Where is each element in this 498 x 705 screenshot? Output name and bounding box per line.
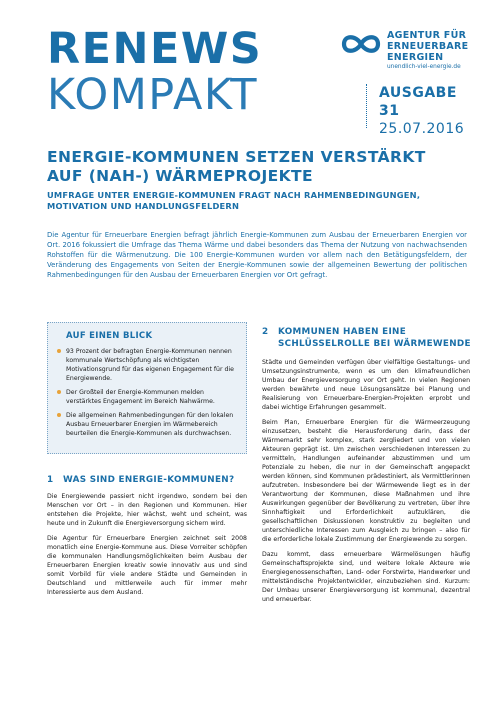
logo-line: ENERGIEN [387, 52, 444, 63]
paragraph: Die Agentur für Erneuerbare Energien zeichnet seit 2008 monatlich eine Energie-Kommune aus. Diese Vorreiter schöpfen die kommunalen Handlungsmöglichkeiten beim Ausbau der Erneuerbaren Energien kreativ sowie innovativ aus und sind somit Vorbild für viele andere Städte und Gemeinden in Deutschland und mittlerweile auch für immer mehr Interessierte aus dem Ausland. [47, 535, 247, 596]
section-2-heading [262, 326, 472, 350]
section-number: 1 [47, 475, 54, 485]
summary-item-text: Der Großteil der Energie-Kommunen melden verstärktes Engagement im Bereich Nahwärme. [66, 389, 215, 405]
summary-item-text: 93 Prozent der befragten Energie-Kommunen nennen kommunale Wertschöpfung als wichtigsten Motivationsgrund für das eigenen Engagement für die Energiewende. [66, 348, 234, 382]
logo-line: AGENTUR FÜR [387, 30, 467, 41]
logo-line: ERNEUERBARE [387, 41, 469, 52]
subheadline: UMFRAGE UNTER ENERGIE-KOMMUNEN FRAGT NACH RAHMENBEDINGUNGEN, MOTIVATION UND HANDLUNGSFELDERN [47, 190, 421, 211]
paragraph: Dazu kommt, dass erneuerbare Wärmelösungen häufig Gemeinschaftsprojekte sind, und weitere lokale Akteure wie Energiegenossenschaften, Land- oder Forstwirte, Handwerker und mittelständische Projektentwickler, einzubeziehen sind. Kurzum: Der Umbau unserer Energieversorgung ist kommunal, dezentral und erneuerbar. [262, 551, 470, 603]
section-2-body [262, 358, 470, 610]
masthead [47, 26, 262, 118]
summary-item [56, 388, 240, 406]
section-1-heading [47, 474, 247, 486]
summary-item [56, 347, 240, 383]
issue-info [366, 84, 476, 137]
paragraph: Die Energiewende passiert nicht irgendwo, sondern bei den Menschen vor Ort – in den Regionen und Kommunen. Hier entstehen die Projekte, hier wächst, weht und scheint, was heute und in Zukunft die Energieversorgung sichern wird. [47, 493, 247, 527]
bullet-icon [57, 390, 61, 394]
bullet-icon [57, 349, 61, 353]
summary-item-text: Die allgemeinen Rahmenbedingungen für den lokalen Ausbau Erneuerbarer Energien im Wärmebereich beurteilen die Energie-Kommunen als durchwachsen. [66, 412, 234, 437]
summary-box-title: AUF EINEN BLICK [66, 331, 153, 341]
section-title-line: KOMMUNEN HABEN EINE [278, 327, 407, 337]
section-number: 2 [262, 327, 269, 337]
section-title: WAS SIND ENERGIE-KOMMUNEN? [63, 475, 235, 485]
summary-box [47, 322, 247, 454]
issue-number: AUSGABE 31 [379, 85, 457, 119]
summary-list [56, 347, 240, 443]
section-title-line: SCHLÜSSELROLLE BEI WÄRMEWENDE [278, 339, 471, 349]
issue-date: 25.07.2016 [379, 121, 465, 137]
logo-wordmark [387, 30, 468, 63]
paragraph: Städte und Gemeinden verfügen über vielfältige Gestaltungs- und Umsetzungsinstrumente, wenn es um den klimafreundlichen Umbau der Energieversorgung vor Ort geht. In vielen Regionen werden bewährte und neue Lösungsansätze bei Planung und Realisierung von Erneuerbare-Energien-Projekten erprobt und dabei wichtige Erfahrungen gesammelt. [262, 359, 470, 411]
logo-url: unendlich-viel-energie.de [387, 64, 461, 70]
summary-item [56, 411, 240, 438]
agency-logo [340, 28, 480, 78]
headline: ENERGIE-KOMMUNEN SETZEN VERSTÄRKT AUF (NAH-) WÄRMEPROJEKTE [47, 148, 426, 185]
intro-paragraph: Die Agentur für Erneuerbare Energien befragt jährlich Energie-Kommunen zum Ausbau der Erneuerbaren Energien vor Ort. 2016 fokussiert die Umfrage das Thema Wärme und dabei besonders das Thema der Nutzung von nachwachsenden Rohstoffen für die Wärmenutzung. Die 100 Energie-Kommunen wurden vor allem nach den Betätigungsfeldern, der Veränderung des Engagements von Seiten der Energie-Kommunen sowie der allgemeinen Bewertung der politischen Rahmenbedingungen für den Ausbau der Erneuerbaren Energien vor Ort gefragt. [47, 231, 467, 279]
masthead-title: RENEWS [47, 24, 263, 74]
section-1-body [47, 492, 247, 603]
infinity-icon [340, 32, 382, 56]
masthead-subtitle: KOMPAKT [47, 70, 259, 120]
paragraph: Beim Plan, Erneuerbare Energien für die Wärmeerzeugung einzusetzen, besteht die Herausforderung darin, dass der Wärmemarkt sehr komplex, stark zergliedert und von vielen Akteuren geprägt ist. Um zwischen verschiedenen Interessen zu vermitteln, Handlungen aufeinander abzustimmen und um Potenziale zu heben, die nur in der Gemeinschaft angepackt werden können, sind Kommunen prädestiniert, als Vermittlerinnen aufzutreten. Insbesondere bei der Wärmewende liegt es in der Verantwortung der Kommunen, diese Maßnahmen und ihre Auswirkungen gegenüber der Bevölkerung zu vertreten, über ihre Sinnhaftigkeit und Erforderlichkeit aufzuklären, die gesellschaftlichen Diskussionen konstruktiv zu begleiten und unterschiedliche Interessen zum Ausgleich zu bringen – also für die erforderliche lokale Zustimmung der Energiewende zu sorgen. [262, 419, 470, 543]
bullet-icon [57, 413, 61, 417]
